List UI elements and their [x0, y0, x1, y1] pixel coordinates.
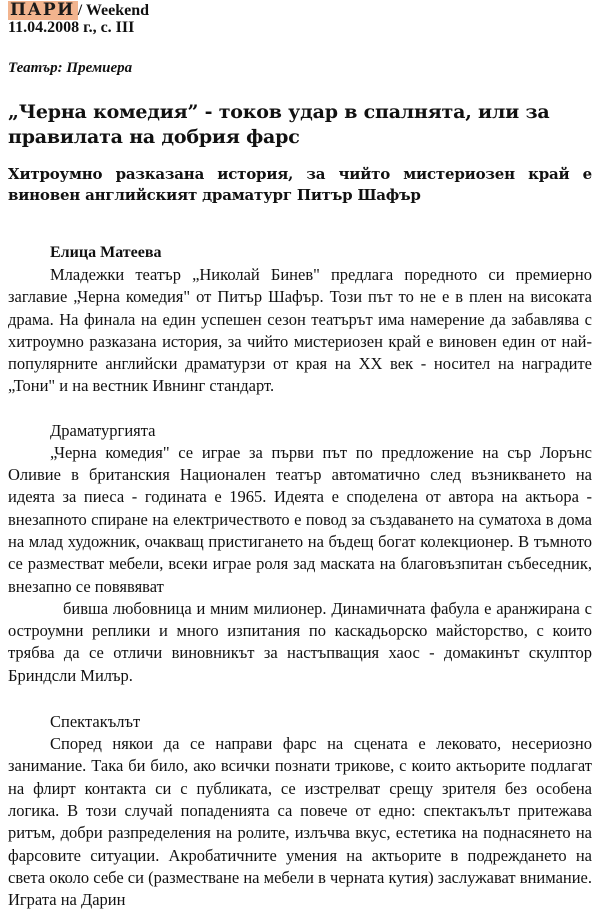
section-title-dramaturgy: Драматургията	[50, 420, 156, 440]
masthead	[8, 0, 592, 19]
performance-paragraph-1: Според някои да се направи фарс на сцената е лековато, несериозно занимание. Така би било, ако всички познати трикове, с които актьорите подлагат на флирт контакта си с публиката, се изстрелват срещу зрителя без особена логика. В този случай попаденията са повече от едно: спектакълът притежава ритъм, добри разпределения на ролите, излъчва вкус, естетика на поднасянето на фарсовите ситуации. Акробатичните умения на актьорите в подреждането на света около себе си (разместване на мебели в черната кутия) заслужават внимание. Играта на Дарин	[8, 734, 592, 910]
publication-logo: ПАРИ	[8, 1, 78, 20]
section-title-performance: Спектакълът	[50, 712, 141, 732]
section-name: / Weekend	[77, 2, 150, 19]
subheadline: Хитроумно разказана история, за чийто мистериозен край е виновен английският драматург Питър Шафър	[8, 165, 592, 204]
dramaturgy-paragraph-2: бивша любовница и мним милионер. Динамичната фабула е аранжирана с остроумни реплики и много изпитания по каскадьорско майсторство, с които трябва да се отличи виновникът за настъпващия хаос - домакинът скулптор Бриндсли Милър.	[8, 598, 592, 685]
intro-paragraph: Младежки театър „Николай Бинев" предлага поредното си премиерно заглавие „Черна комедия" от Питър Шафър. Този път то не е в плен на високата драма. На финала на един успешен сезон театърът има намерение да забавлява с хитроумно разказана история, за чийто мистериозен край е виновен един от най-популярните английски драматурзи от края на XX век - носител на наградите „Тони" и на вестник Ивнинг стандарт.	[8, 265, 592, 396]
author-byline: Елица Матеева	[50, 244, 162, 261]
rubric: Театър: Премиера	[8, 60, 133, 76]
issue-date: 11.04.2008 г., с. III	[8, 19, 135, 36]
dramaturgy-paragraph-1: „Черна комедия" се играе за първи път по предложение на сър Лорънс Оливие в британския Национален театър автоматично след възникването на идеята за пиеса - годината е 1965. Идеята е споделена от автора на актьора - внезапното спиране на електричеството е повод за създаването на суматоха в дома на млад художник, очакващ пристигането на бъдещ богат колекционер. В тъмното се разместват мебели, всеки играе роля зад маската на благовъзпитан събеседник, внезапно се повявяват	[8, 442, 592, 596]
headline: „Черна комедия” - токов удар в спалнята, или за правилата на добрия фарс	[8, 101, 550, 148]
